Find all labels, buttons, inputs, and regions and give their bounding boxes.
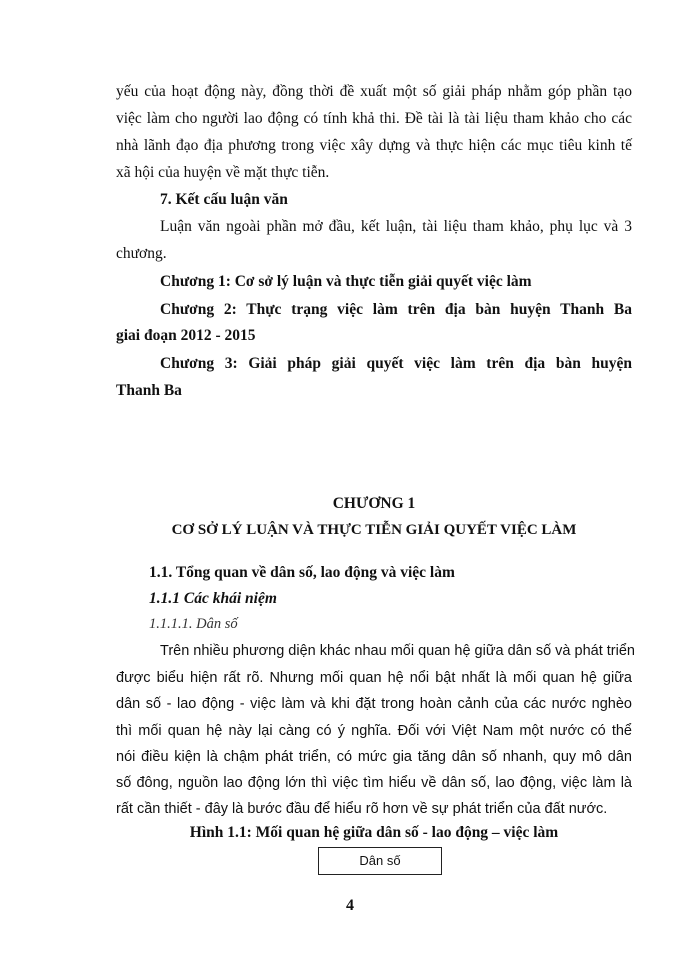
section-1-1-1-1-heading: 1.1.1.1. Dân số — [149, 616, 238, 632]
section-1-1-1-heading: 1.1.1 Các khái niệm — [149, 590, 277, 607]
chapter-list-item-1: Chương 1: Cơ sở lý luận và thực tiễn giải quyết việc làm — [160, 273, 532, 290]
figure-caption: Hình 1.1: Mối quan hệ giữa dân số - lao động – việc làm — [189, 824, 559, 841]
body-line-5: nói điều kiện là chậm phát triển, có mức gia tăng dân số nhanh, quy mô dân — [116, 749, 632, 765]
chapter-heading: CHƯƠNG 1 — [332, 495, 416, 512]
body-line-2: được biểu hiện rất rõ. Nhưng mối quan hệ nổi bật nhất là mối quan hệ giữa — [116, 670, 632, 686]
chapter-list-item-2-cont: giai đoạn 2012 - 2015 — [116, 327, 256, 344]
body-line-4: thì mối quan hệ này lại càng có ý nghĩa. Đối với Việt Nam một nước có thể — [116, 723, 632, 739]
chapter-list-item-2: Chương 2: Thực trạng việc làm trên địa bàn huyện Thanh Ba — [160, 301, 632, 318]
section-7-body-line-1: Luận văn ngoài phần mở đầu, kết luận, tài liệu tham khảo, phụ lục và 3 — [160, 218, 632, 235]
body-line-7: rất cần thiết - đây là bước đầu để hiểu rõ hơn về sự phát triển của đất nước. — [116, 801, 608, 817]
intro-line-4: xã hội của huyện về mặt thực tiễn. — [116, 164, 330, 181]
intro-line-3: nhà lãnh đạo địa phương trong việc xây dựng và thực hiện các mục tiêu kinh tế — [116, 137, 632, 154]
section-7-heading: 7. Kết cấu luận văn — [160, 191, 288, 208]
intro-line-2: việc làm cho người lao động có tính khả thi. Đề tài là tài liệu tham khảo cho các — [116, 110, 632, 127]
figure-box-population: Dân số — [318, 847, 442, 875]
body-line-6: số đông, nguồn lao động lớn thì việc tìm hiểu về dân số, lao động, việc làm là — [116, 775, 632, 791]
body-line-1: Trên nhiều phương diện khác nhau mối quan hệ giữa dân số và phát triển — [160, 643, 635, 659]
section-1-1-heading: 1.1. Tổng quan về dân số, lao động và việc làm — [149, 564, 455, 581]
intro-line-1: yếu của hoạt động này, đồng thời đề xuất một số giải pháp nhằm góp phần tạo — [116, 83, 632, 100]
body-line-3: dân số - lao động - việc làm và khi đặt trong hoàn cảnh của các nước nghèo — [116, 696, 632, 712]
chapter-list-item-3: Chương 3: Giải pháp giải quyết việc làm trên địa bàn huyện — [160, 355, 632, 372]
page-number: 4 — [346, 897, 354, 914]
section-7-body-line-2: chương. — [116, 245, 167, 262]
chapter-list-item-3-cont: Thanh Ba — [116, 382, 182, 399]
chapter-title: CƠ SỞ LÝ LUẬN VÀ THỰC TIỄN GIẢI QUYẾT VIỆC LÀM — [171, 522, 577, 538]
